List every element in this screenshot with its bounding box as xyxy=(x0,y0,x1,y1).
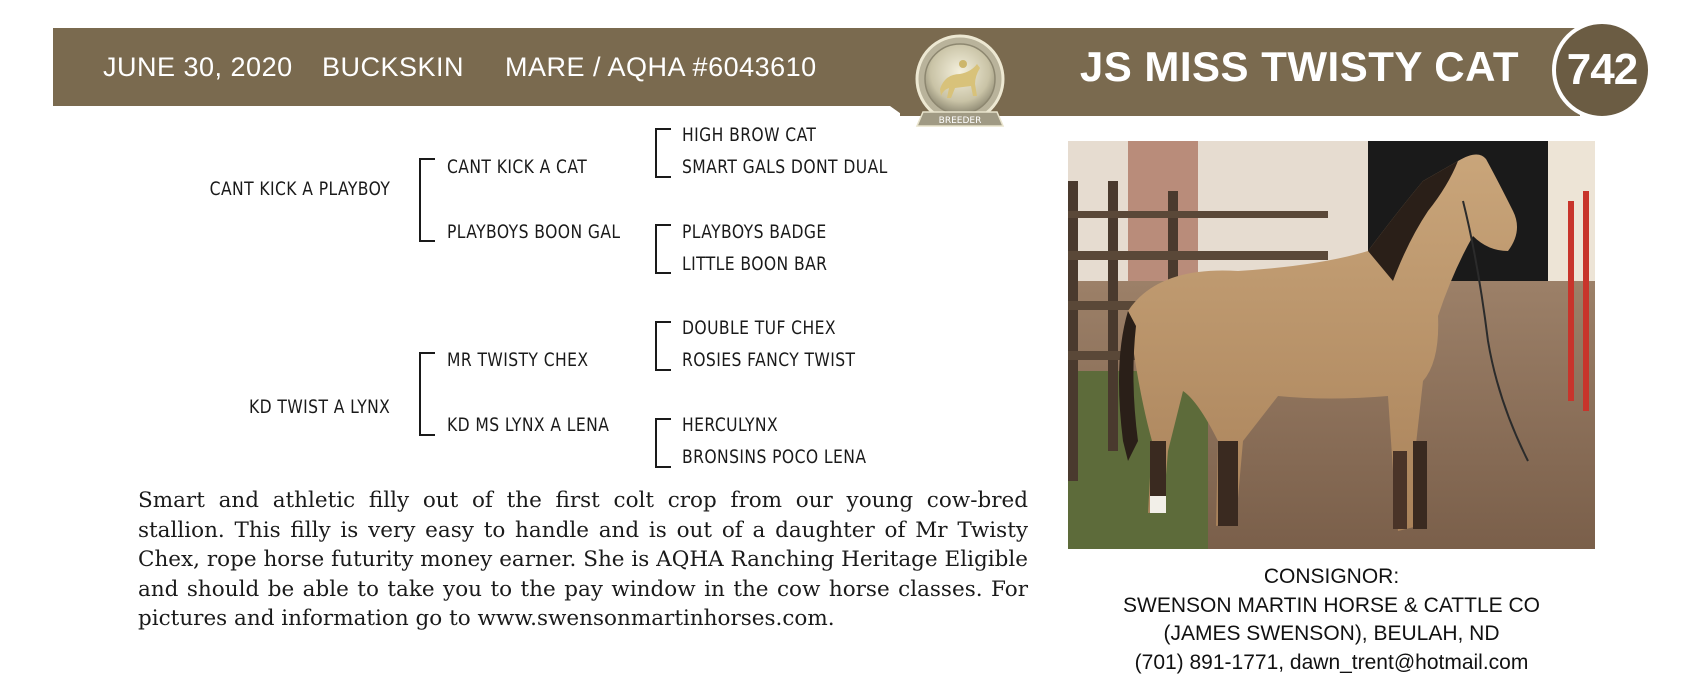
pedigree-dam-sire-dam: ROSIES FANCY TWIST xyxy=(682,349,856,371)
pedigree-sire-dam-dam: LITTLE BOON BAR xyxy=(682,253,828,275)
breeder-badge-icon xyxy=(905,34,1015,136)
pedigree-dam-sire: MR TWISTY CHEX xyxy=(447,349,589,371)
horse-color: BUCKSKIN xyxy=(322,52,465,82)
bracket-sire-dam xyxy=(655,224,671,274)
lot-number: 742 xyxy=(1552,20,1652,120)
consignor-block xyxy=(1068,563,1595,677)
consignor-phone-email[interactable]: (701) 891-1771, dawn_trent@hotmail.com xyxy=(1134,650,1529,674)
horse-photo xyxy=(1068,141,1595,549)
bracket-dam-dam xyxy=(655,418,671,468)
bracket-sire-sire xyxy=(655,128,671,178)
horse-name: JS MISS TWISTY CAT xyxy=(1079,43,1519,90)
pedigree-sire-sire-sire: HIGH BROW CAT xyxy=(682,124,817,146)
pedigree-dam-sire-sire: DOUBLE TUF CHEX xyxy=(682,317,836,339)
badge-label: BREEDER xyxy=(938,116,982,126)
pedigree-dam-dam-dam: BRONSINS POCO LENA xyxy=(682,446,867,468)
bracket-sire xyxy=(419,158,435,242)
pedigree-dam-dam: KD MS LYNX A LENA xyxy=(447,414,610,436)
pedigree-sire: CANT KICK A PLAYBOY xyxy=(209,178,390,200)
pedigree-sire-dam-sire: PLAYBOYS BADGE xyxy=(682,221,827,243)
bracket-dam-sire xyxy=(655,321,671,371)
bracket-dam xyxy=(419,352,435,436)
sale-date: JUNE 30, 2020 xyxy=(103,52,293,82)
banner-notch xyxy=(890,106,904,116)
consignor-contact: (JAMES SWENSON), BEULAH, ND xyxy=(1163,622,1500,645)
consignor-name: SWENSON MARTIN HORSE & CATTLE CO xyxy=(1123,593,1540,617)
pedigree-sire-sire-dam: SMART GALS DONT DUAL xyxy=(682,156,888,178)
sex-registry: MARE / AQHA #6043610 xyxy=(505,52,817,82)
pedigree-sire-dam: PLAYBOYS BOON GAL xyxy=(447,221,621,243)
pedigree-dam-dam-sire: HERCULYNX xyxy=(682,414,779,436)
pedigree-dam: KD TWIST A LYNX xyxy=(248,396,390,418)
horse-description: Smart and athletic filly out of the first colt crop from our young cow-bred stallion. This filly is very easy to handle and is out of a daughter of Mr Twisty Chex, rope horse futurity money earner. She is AQHA Ranching Heritage Eligible and should be able to take you to the pay window in the cow horse classes. For pictures and information go to www.swensonmartinhorses.com. xyxy=(138,488,1028,631)
consignor-label: CONSIGNOR: xyxy=(1263,565,1400,588)
pedigree-sire-sire: CANT KICK A CAT xyxy=(447,156,588,178)
